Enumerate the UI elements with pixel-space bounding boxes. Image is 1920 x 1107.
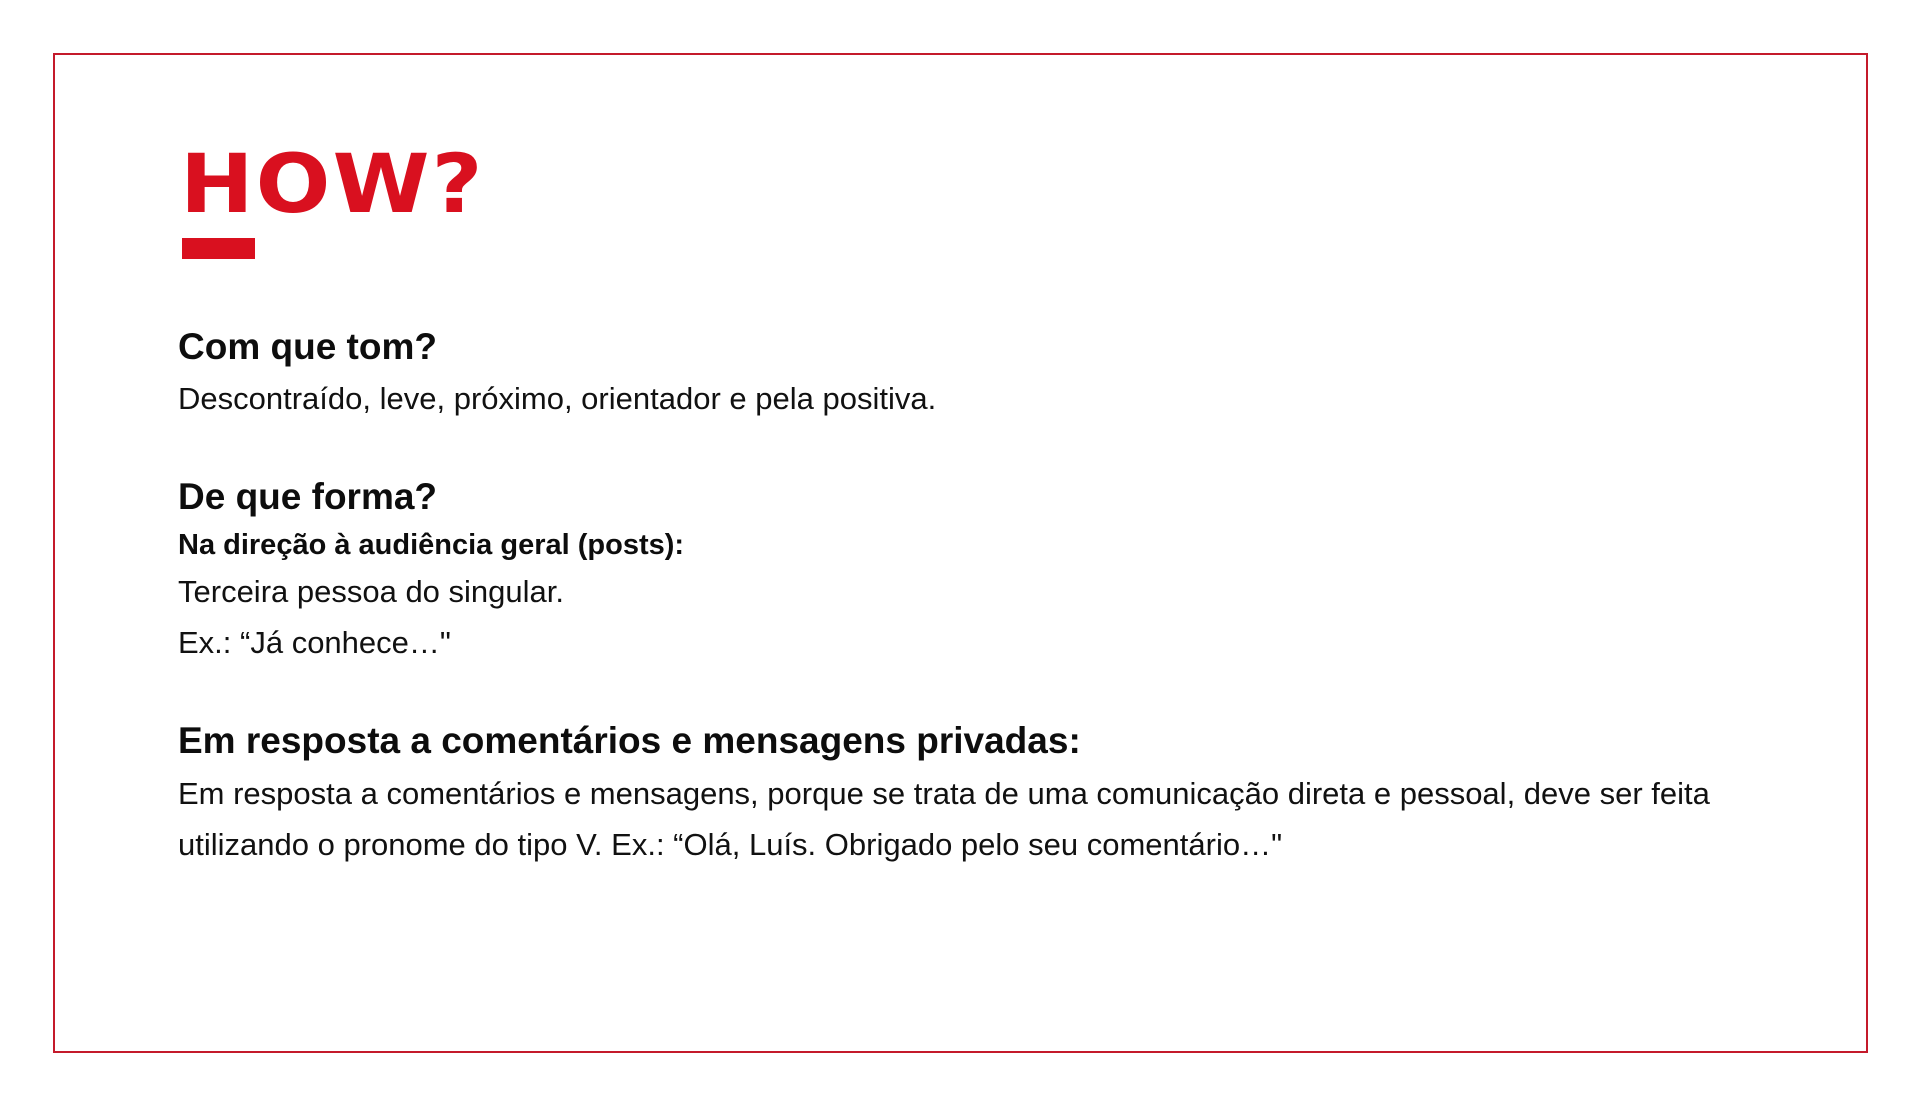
section-heading-tone: Com que tom?: [178, 326, 437, 367]
section-body-replies: Em resposta a comentários e mensagens, porque se trata de uma comunicação direta e pessoal, deve ser feita utilizando o pronome do tipo V. Ex.: “Olá, Luís. Obrigado pelo seu comentário…": [178, 776, 1710, 862]
title-underline: [182, 238, 255, 259]
section-line-third-person: Terceira pessoa do singular.: [178, 574, 565, 609]
section-subheading-audience: Na direção à audiência geral (posts):: [178, 529, 685, 561]
section-heading-replies: Em resposta a comentários e mensagens privadas:: [178, 720, 1081, 761]
section-line-example: Ex.: “Já conhece…": [178, 625, 451, 660]
page-title: HOW?: [180, 136, 485, 232]
section-heading-form: De que forma?: [178, 476, 438, 517]
section-body-tone: Descontraído, leve, próximo, orientador e pela positiva.: [178, 381, 937, 416]
